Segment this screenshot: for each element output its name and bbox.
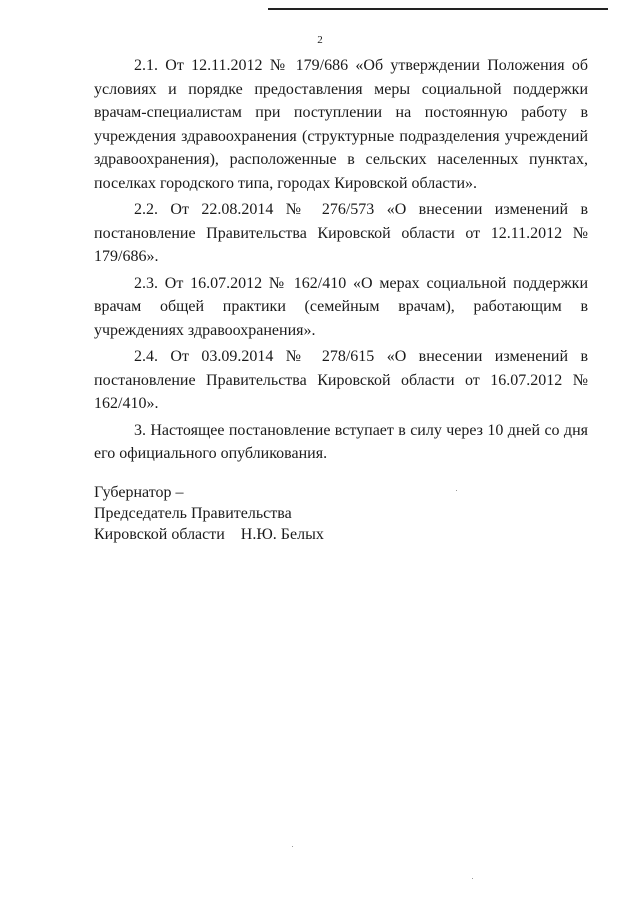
- paragraph-2-3: 2.3. От 16.07.2012 № 162/410 «О мерах социальной поддержки врачам общей практики (семейным врачам), работающим в учреждениях здравоохранения».: [94, 274, 588, 339]
- scan-edge-line: [268, 8, 608, 10]
- paragraph-3: 3. Настоящее постановление вступает в силу через 10 дней со дня его официального опубликования.: [94, 421, 588, 462]
- page-number: 2: [317, 34, 323, 46]
- paragraph-2-1: 2.1. От 12.11.2012 № 179/686 «Об утверждении Положения об условиях и порядке предоставления меры социальной поддержки врачам-специалистам при поступлении на постоянную работу в учреждения здравоохранения (структурные подразделения учреждений здравоохранения), расположенные в сельских населенных пунктах, поселках городского типа, городах Кировской области».: [94, 57, 588, 192]
- paragraph-2-4: 2.4. От 03.09.2014 № 278/615 «О внесении изменений в постановление Правительства Кировской области от 16.07.2012 № 162/410».: [94, 348, 588, 412]
- scan-speck: [456, 490, 457, 491]
- paragraph-2-2: 2.2. От 22.08.2014 № 276/573 «О внесении изменений в постановление Правительства Кировской области от 12.11.2012 № 179/686».: [94, 201, 588, 265]
- signature-block: [94, 482, 424, 545]
- signature-position: Председатель Правительства: [94, 505, 292, 522]
- signature-title: Губернатор –: [94, 484, 184, 501]
- signature-name: Кировской области Н.Ю. Белых: [94, 526, 324, 543]
- scan-speck: [472, 878, 473, 879]
- scan-speck: [292, 846, 293, 847]
- document-body: [94, 54, 588, 469]
